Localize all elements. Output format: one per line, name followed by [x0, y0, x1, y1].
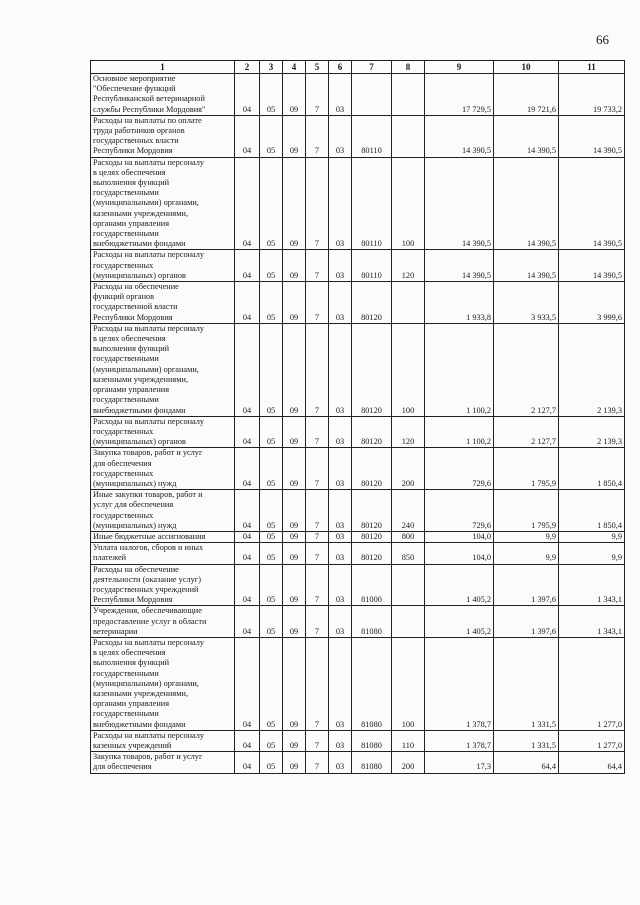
code-cell: 200: [392, 752, 425, 773]
amount-cell: 14 390,5: [425, 115, 494, 157]
code-cell: 7: [306, 115, 329, 157]
code-cell: [392, 282, 425, 324]
row-description: Закупка товаров, работ и услуг для обеспечения: [91, 752, 235, 773]
code-cell: 09: [283, 250, 306, 282]
amount-cell: 1 397,6: [494, 564, 559, 606]
code-cell: 80120: [352, 543, 392, 564]
code-cell: 05: [260, 637, 283, 730]
code-cell: 7: [306, 730, 329, 751]
column-header: 11: [559, 61, 625, 74]
budget-table: [90, 60, 625, 774]
column-header: 8: [392, 61, 425, 74]
code-cell: 05: [260, 606, 283, 638]
table-row: [91, 115, 625, 157]
code-cell: 09: [283, 752, 306, 773]
code-cell: [352, 74, 392, 116]
table-row: [91, 564, 625, 606]
column-header: 6: [329, 61, 352, 74]
amount-cell: 3 933,5: [494, 282, 559, 324]
code-cell: 80110: [352, 250, 392, 282]
code-cell: 7: [306, 637, 329, 730]
code-cell: 81080: [352, 606, 392, 638]
code-cell: 03: [329, 730, 352, 751]
code-cell: 09: [283, 448, 306, 490]
amount-cell: 9,9: [559, 531, 625, 542]
code-cell: 09: [283, 74, 306, 116]
amount-cell: 1 378,7: [425, 730, 494, 751]
code-cell: 100: [392, 637, 425, 730]
table-row: [91, 752, 625, 773]
column-header: 9: [425, 61, 494, 74]
table-row: [91, 323, 625, 416]
code-cell: 81080: [352, 752, 392, 773]
code-cell: 120: [392, 416, 425, 448]
code-cell: [392, 606, 425, 638]
table-row: [91, 490, 625, 532]
table-row: [91, 543, 625, 564]
code-cell: 03: [329, 637, 352, 730]
table-row: [91, 448, 625, 490]
code-cell: 850: [392, 543, 425, 564]
table-row: [91, 74, 625, 116]
code-cell: 80120: [352, 448, 392, 490]
amount-cell: 19 733,2: [559, 74, 625, 116]
amount-cell: 1 397,6: [494, 606, 559, 638]
code-cell: 04: [235, 416, 260, 448]
row-description: Учреждения, обеспечивающие предоставление услуг в области ветеринарии: [91, 606, 235, 638]
code-cell: 04: [235, 115, 260, 157]
amount-cell: 2 127,7: [494, 416, 559, 448]
amount-cell: 14 390,5: [559, 115, 625, 157]
code-cell: 03: [329, 323, 352, 416]
code-cell: 03: [329, 543, 352, 564]
code-cell: 7: [306, 543, 329, 564]
code-cell: 03: [329, 416, 352, 448]
code-cell: 05: [260, 752, 283, 773]
amount-cell: 9,9: [559, 543, 625, 564]
code-cell: 81000: [352, 564, 392, 606]
amount-cell: 2 139,3: [559, 323, 625, 416]
code-cell: 7: [306, 531, 329, 542]
code-cell: 09: [283, 416, 306, 448]
code-cell: 03: [329, 490, 352, 532]
amount-cell: 1 933,8: [425, 282, 494, 324]
row-description: Основное мероприятие "Обеспечение функций Республиканской ветеринарной службы Республики Мордовия": [91, 74, 235, 116]
code-cell: 04: [235, 730, 260, 751]
code-cell: 04: [235, 543, 260, 564]
code-cell: 03: [329, 752, 352, 773]
code-cell: 03: [329, 531, 352, 542]
amount-cell: 1 100,2: [425, 416, 494, 448]
code-cell: 05: [260, 74, 283, 116]
amount-cell: 1 277,0: [559, 730, 625, 751]
amount-cell: 9,9: [494, 531, 559, 542]
code-cell: 7: [306, 416, 329, 448]
row-description: Расходы на выплаты персоналу в целях обеспечения выполнения функций государственными (муниципальными) органами, казенными учреждениями, органами управления государственными внебюджетными фондами: [91, 323, 235, 416]
column-header: 2: [235, 61, 260, 74]
code-cell: 09: [283, 282, 306, 324]
amount-cell: 1 331,5: [494, 730, 559, 751]
code-cell: 7: [306, 282, 329, 324]
code-cell: 04: [235, 74, 260, 116]
amount-cell: 1 795,9: [494, 490, 559, 532]
amount-cell: 1 405,2: [425, 564, 494, 606]
code-cell: 04: [235, 250, 260, 282]
column-header: 1: [91, 61, 235, 74]
code-cell: 04: [235, 752, 260, 773]
code-cell: 7: [306, 157, 329, 250]
code-cell: 80110: [352, 115, 392, 157]
code-cell: 81080: [352, 730, 392, 751]
amount-cell: 64,4: [494, 752, 559, 773]
code-cell: 09: [283, 730, 306, 751]
amount-cell: 3 999,6: [559, 282, 625, 324]
amount-cell: 1 795,9: [494, 448, 559, 490]
code-cell: 03: [329, 115, 352, 157]
code-cell: 04: [235, 531, 260, 542]
row-description: Расходы на выплаты персоналу в целях обеспечения выполнения функций государственными (муниципальными) органами, казенными учреждениями, органами управления государственными внебюджетными фондами: [91, 637, 235, 730]
code-cell: 09: [283, 323, 306, 416]
code-cell: 04: [235, 282, 260, 324]
code-cell: 7: [306, 250, 329, 282]
column-header: 3: [260, 61, 283, 74]
amount-cell: 1 343,1: [559, 606, 625, 638]
code-cell: 03: [329, 606, 352, 638]
row-description: Расходы на выплаты персоналу казенных учреждений: [91, 730, 235, 751]
code-cell: 03: [329, 282, 352, 324]
code-cell: 05: [260, 416, 283, 448]
amount-cell: 1 277,0: [559, 637, 625, 730]
code-cell: 09: [283, 637, 306, 730]
amount-cell: 729,6: [425, 448, 494, 490]
amount-cell: 14 390,5: [559, 250, 625, 282]
code-cell: 05: [260, 564, 283, 606]
row-description: Уплата налогов, сборов и иных платежей: [91, 543, 235, 564]
amount-cell: 14 390,5: [494, 157, 559, 250]
code-cell: 04: [235, 564, 260, 606]
amount-cell: 1 100,2: [425, 323, 494, 416]
code-cell: 05: [260, 543, 283, 564]
code-cell: 04: [235, 448, 260, 490]
code-cell: 100: [392, 323, 425, 416]
code-cell: 110: [392, 730, 425, 751]
amount-cell: 14 390,5: [559, 157, 625, 250]
table-row: [91, 606, 625, 638]
code-cell: 03: [329, 74, 352, 116]
code-cell: 80110: [352, 157, 392, 250]
column-header: 7: [352, 61, 392, 74]
code-cell: 04: [235, 637, 260, 730]
code-cell: 7: [306, 752, 329, 773]
code-cell: 03: [329, 250, 352, 282]
code-cell: 800: [392, 531, 425, 542]
table-row: [91, 730, 625, 751]
code-cell: 7: [306, 74, 329, 116]
code-cell: 09: [283, 543, 306, 564]
code-cell: 05: [260, 250, 283, 282]
amount-cell: 64,4: [559, 752, 625, 773]
row-description: Закупка товаров, работ и услуг для обеспечения государственных (муниципальных) нужд: [91, 448, 235, 490]
code-cell: 04: [235, 323, 260, 416]
amount-cell: 1 405,2: [425, 606, 494, 638]
amount-cell: 9,9: [494, 543, 559, 564]
code-cell: 03: [329, 157, 352, 250]
table-row: [91, 282, 625, 324]
row-description: Иные бюджетные ассигнования: [91, 531, 235, 542]
code-cell: 04: [235, 606, 260, 638]
code-cell: [392, 564, 425, 606]
code-cell: 05: [260, 531, 283, 542]
code-cell: 7: [306, 490, 329, 532]
code-cell: 7: [306, 606, 329, 638]
code-cell: 09: [283, 115, 306, 157]
amount-cell: 14 390,5: [494, 115, 559, 157]
amount-cell: 14 390,5: [425, 250, 494, 282]
amount-cell: 729,6: [425, 490, 494, 532]
code-cell: 09: [283, 157, 306, 250]
code-cell: 80120: [352, 416, 392, 448]
code-cell: 80120: [352, 490, 392, 532]
row-description: Расходы на выплаты персоналу в целях обеспечения выполнения функций государственными (муниципальными) органами, казенными учреждениями, органами управления государственными внебюджетными фондами: [91, 157, 235, 250]
code-cell: 05: [260, 282, 283, 324]
code-cell: 7: [306, 448, 329, 490]
code-cell: 200: [392, 448, 425, 490]
code-cell: 09: [283, 490, 306, 532]
amount-cell: 1 850,4: [559, 448, 625, 490]
amount-cell: 14 390,5: [425, 157, 494, 250]
table-row: [91, 250, 625, 282]
column-header: 4: [283, 61, 306, 74]
amount-cell: 17,3: [425, 752, 494, 773]
code-cell: 05: [260, 157, 283, 250]
column-header: 10: [494, 61, 559, 74]
header-row: [91, 61, 625, 74]
code-cell: 05: [260, 448, 283, 490]
code-cell: 05: [260, 490, 283, 532]
code-cell: 120: [392, 250, 425, 282]
row-description: Расходы на выплаты персоналу государственных (муниципальных) органов: [91, 250, 235, 282]
code-cell: 7: [306, 564, 329, 606]
row-description: Расходы на выплаты персоналу государственных (муниципальных) органов: [91, 416, 235, 448]
code-cell: 80120: [352, 531, 392, 542]
row-description: Расходы на выплаты по оплате труда работников органов государственных власти Республики Мордовия: [91, 115, 235, 157]
code-cell: 09: [283, 606, 306, 638]
code-cell: 03: [329, 448, 352, 490]
code-cell: [392, 115, 425, 157]
amount-cell: 17 729,5: [425, 74, 494, 116]
amount-cell: 2 139,3: [559, 416, 625, 448]
code-cell: 80120: [352, 282, 392, 324]
code-cell: 05: [260, 323, 283, 416]
amount-cell: 1 343,1: [559, 564, 625, 606]
code-cell: 05: [260, 115, 283, 157]
row-description: Иные закупки товаров, работ и услуг для обеспечения государственных (муниципальных) нужд: [91, 490, 235, 532]
code-cell: 80120: [352, 323, 392, 416]
amount-cell: 104,0: [425, 531, 494, 542]
amount-cell: 2 127,7: [494, 323, 559, 416]
amount-cell: 19 721,6: [494, 74, 559, 116]
column-header: 5: [306, 61, 329, 74]
code-cell: 09: [283, 531, 306, 542]
table-row: [91, 416, 625, 448]
page-number: 66: [596, 32, 609, 47]
amount-cell: 1 850,4: [559, 490, 625, 532]
amount-cell: 1 378,7: [425, 637, 494, 730]
code-cell: 04: [235, 490, 260, 532]
code-cell: 81080: [352, 637, 392, 730]
amount-cell: 14 390,5: [494, 250, 559, 282]
row-description: Расходы на обеспечение функций органов государственной власти Республики Мордовия: [91, 282, 235, 324]
code-cell: [392, 74, 425, 116]
code-cell: 100: [392, 157, 425, 250]
code-cell: 05: [260, 730, 283, 751]
code-cell: 240: [392, 490, 425, 532]
table-row: [91, 637, 625, 730]
amount-cell: 1 331,5: [494, 637, 559, 730]
code-cell: 7: [306, 323, 329, 416]
table-body: [91, 74, 625, 774]
code-cell: 03: [329, 564, 352, 606]
amount-cell: 104,0: [425, 543, 494, 564]
table-row: [91, 531, 625, 542]
code-cell: 09: [283, 564, 306, 606]
table-row: [91, 157, 625, 250]
code-cell: 04: [235, 157, 260, 250]
row-description: Расходы на обеспечение деятельности (оказание услуг) государственных учреждений Республики Мордовия: [91, 564, 235, 606]
